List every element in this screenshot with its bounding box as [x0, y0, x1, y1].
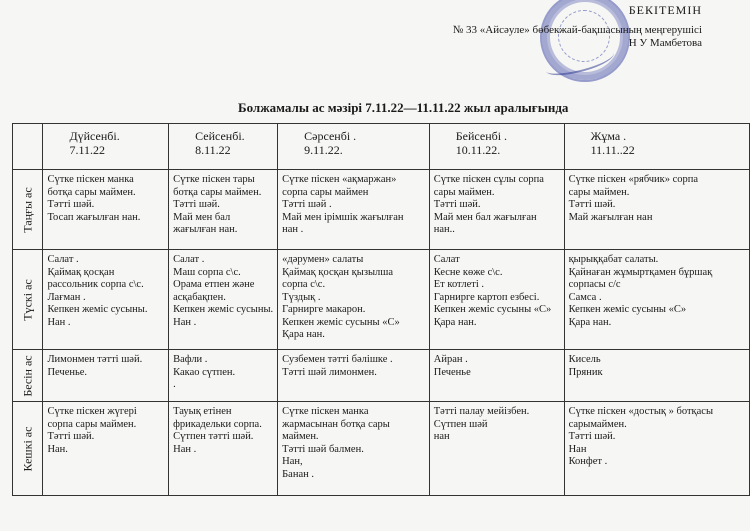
dish-line: .	[173, 379, 176, 390]
dish-line: Сүтпен тәтті шәй.	[173, 431, 254, 442]
dish-line: Самса .	[568, 291, 602, 303]
menu-cell	[278, 402, 430, 496]
dish-line: Кепкен жеміс сусыны.	[47, 304, 148, 315]
dish-line: Сүтке піскен жүгері	[47, 406, 137, 417]
dish-line: Тәтті шәй.	[47, 199, 95, 210]
dish-line: Нан .	[173, 443, 197, 455]
dish-line: нан..	[433, 224, 455, 235]
menu-cell	[278, 170, 430, 250]
dish-line: Тосап жағылған нан.	[47, 211, 141, 223]
meal-label	[13, 250, 43, 350]
dish-line: сорпа с\с.	[282, 279, 326, 290]
meal-row-breakfast	[13, 170, 750, 250]
dish-line: Кесне көже с\с.	[433, 266, 503, 278]
dish-line: Май мен бал жағылған	[433, 211, 537, 223]
menu-cell	[43, 250, 169, 350]
approval-head-name: Н У Мамбетова	[628, 37, 702, 49]
menu-cell	[564, 350, 749, 402]
dish-line: Қаймақ қосқан	[47, 266, 115, 278]
meal-label-text: Бесін ас	[20, 354, 35, 397]
dish-line: Ет котлеті .	[433, 279, 485, 290]
dish-line: сары маймен.	[568, 186, 630, 198]
menu-cell	[169, 402, 278, 496]
dish-line: Салат .	[47, 254, 79, 265]
day-header: Сәрсенбі . 9.11.22.	[278, 124, 430, 170]
menu-cell	[429, 170, 564, 250]
dish-line: Сүтке піскен «ақмаржан»	[282, 174, 397, 185]
dish-line: Печенье.	[47, 366, 88, 378]
dish-line: Нан.	[47, 443, 68, 455]
dish-line: Тәтті шәй балмен.	[282, 443, 364, 455]
dish-line: маймен.	[282, 431, 319, 442]
dish-line: Тауық етінен	[173, 406, 232, 417]
meal-row-snack	[13, 350, 750, 402]
dish-line: сары маймен.	[433, 186, 495, 198]
menu-cell	[429, 250, 564, 350]
dish-line: Вафли .	[173, 354, 208, 365]
dish-line: Кепкен жеміс сусыны «С»	[282, 316, 400, 328]
day-header: Жұма . 11.11..22	[564, 124, 749, 170]
day-header: Дүйсенбі. 7.11.22	[43, 124, 169, 170]
day-header: Бейсенбі . 10.11.22.	[429, 124, 564, 170]
menu-cell	[564, 170, 749, 250]
dish-line: Қара нан.	[568, 316, 612, 328]
dish-line: Гарнирге макарон.	[282, 304, 366, 315]
dish-line: асқабақпен.	[173, 291, 226, 303]
dish-line: Кепкен жеміс сусыны «С»	[568, 304, 687, 315]
dish-line: қырыққабат салаты.	[568, 254, 659, 265]
dish-line: сарымаймен.	[568, 418, 627, 430]
menu-cell	[43, 170, 169, 250]
dish-line: Тәтті шәй.	[173, 199, 220, 210]
dish-line: Какао сүтпен.	[173, 366, 236, 378]
meal-label-text: Кешкі ас	[20, 426, 35, 471]
approval-institution: № 33 «Айсәуле» бөбекжай-бақшасының меңгерушісі	[452, 24, 702, 36]
menu-cell	[278, 250, 430, 350]
meal-row-lunch	[13, 250, 750, 350]
meal-label-text: Таңғы ас	[20, 186, 35, 233]
menu-cell	[564, 250, 749, 350]
dish-line: Тәтті шәй.	[433, 199, 481, 210]
dish-line: Тәтті шәй.	[47, 431, 95, 442]
dish-line: сорпасы с/с	[568, 279, 621, 290]
dish-line: фрикадельки сорпа.	[173, 418, 262, 430]
dish-line: Қара нан.	[433, 316, 477, 328]
dish-line: Лимонмен тәтті шәй.	[47, 354, 143, 365]
menu-cell	[429, 350, 564, 402]
dish-line: Нан .	[173, 316, 197, 328]
menu-cell	[43, 402, 169, 496]
dish-line: нан .	[282, 224, 304, 235]
menu-table	[12, 123, 750, 496]
header-row	[13, 124, 750, 170]
dish-line: Май жағылған нан	[568, 211, 653, 223]
dish-line: Лағман .	[47, 291, 86, 303]
dish-line: Қара нан.	[282, 329, 325, 340]
dish-line: Маш сорпа с\с.	[173, 266, 241, 278]
dish-line: Нан .	[47, 316, 71, 328]
dish-line: Кепкен жеміс сусыны.	[173, 304, 274, 315]
dish-line: Қайнаған жұмыртқамен бұршақ	[568, 266, 713, 278]
dish-line: ботқа сары маймен.	[47, 186, 136, 198]
menu-title: Болжамалы ас мәзірі 7.11.22—11.11.22 жыл аралығында	[238, 100, 569, 115]
dish-line: Май мен бал	[173, 211, 231, 223]
menu-cell	[169, 250, 278, 350]
menu-cell	[278, 350, 430, 402]
dish-line: Банан .	[282, 468, 314, 480]
dish-line: жармасынан ботқа сары	[282, 418, 390, 430]
dish-line: Сүтке піскен сұлы сорпа	[433, 174, 544, 185]
dish-line: Пряник	[568, 366, 603, 378]
menu-cell	[43, 350, 169, 402]
dish-line: Сүтке піскен манка	[47, 174, 134, 185]
dish-line: Түздық .	[282, 291, 321, 303]
dish-line: Конфет .	[568, 456, 608, 467]
dish-line: Гарнирге картоп езбесі.	[433, 291, 540, 303]
dish-line: Тәтті палау мейізбен.	[433, 406, 530, 417]
dish-line: Сүтке піскен тары	[173, 174, 255, 185]
dish-line: жағылған нан.	[173, 224, 238, 235]
menu-cell	[564, 402, 749, 496]
menu-cell	[169, 170, 278, 250]
dish-line: Сүтке піскен «достық » ботқасы	[568, 406, 714, 417]
dish-line: Сүтке піскен манка	[282, 406, 369, 417]
meal-label-text: Түскі ас	[20, 278, 35, 321]
dish-line: «дәрумен» салаты	[282, 254, 364, 265]
dish-line: Салат .	[173, 254, 205, 265]
dish-line: сорпа сары маймен	[282, 186, 369, 198]
dish-line: нан	[433, 431, 450, 442]
dish-line: рассольник сорпа с\с.	[47, 279, 144, 290]
dish-line: Орама етпен және	[173, 279, 255, 290]
dish-line: Тәтті шәй.	[568, 199, 616, 210]
dish-line: сорпа сары маймен.	[47, 418, 137, 430]
meal-label	[13, 170, 43, 250]
dish-line: Қаймақ қосқан қызылша	[282, 266, 394, 278]
approval-title: БЕКІТЕМІН	[628, 3, 702, 17]
corner-cell	[13, 124, 43, 170]
dish-line: Май мен ірімшік жағылған	[282, 211, 404, 223]
approval-block	[402, 2, 702, 50]
dish-line: Нан,	[282, 456, 303, 467]
dish-line: Сузбемен тәтті бәлішке .	[282, 354, 393, 365]
meal-row-dinner	[13, 402, 750, 496]
dish-line: Тәтті шәй .	[282, 199, 332, 210]
dish-line: Тәтті шәй лимонмен.	[282, 366, 377, 378]
menu-cell	[169, 350, 278, 402]
day-header: Сейсенбі. 8.11.22	[169, 124, 278, 170]
meal-label	[13, 402, 43, 496]
dish-line: Салат	[433, 254, 460, 265]
dish-line: Нан	[568, 443, 587, 455]
dish-line: Печенье	[433, 366, 471, 378]
dish-line: Сүтпен шәй	[433, 418, 488, 430]
dish-line: Тәтті шәй.	[568, 431, 616, 442]
dish-line: Кепкен жеміс сусыны «С»	[433, 304, 552, 315]
dish-line: Айран .	[433, 354, 468, 365]
dish-line: Кисель	[568, 354, 601, 365]
dish-line: Сүтке піскен «рябчик» сорпа	[568, 174, 699, 185]
menu-cell	[429, 402, 564, 496]
dish-line: ботқа сары маймен.	[173, 186, 262, 198]
meal-label	[13, 350, 43, 402]
